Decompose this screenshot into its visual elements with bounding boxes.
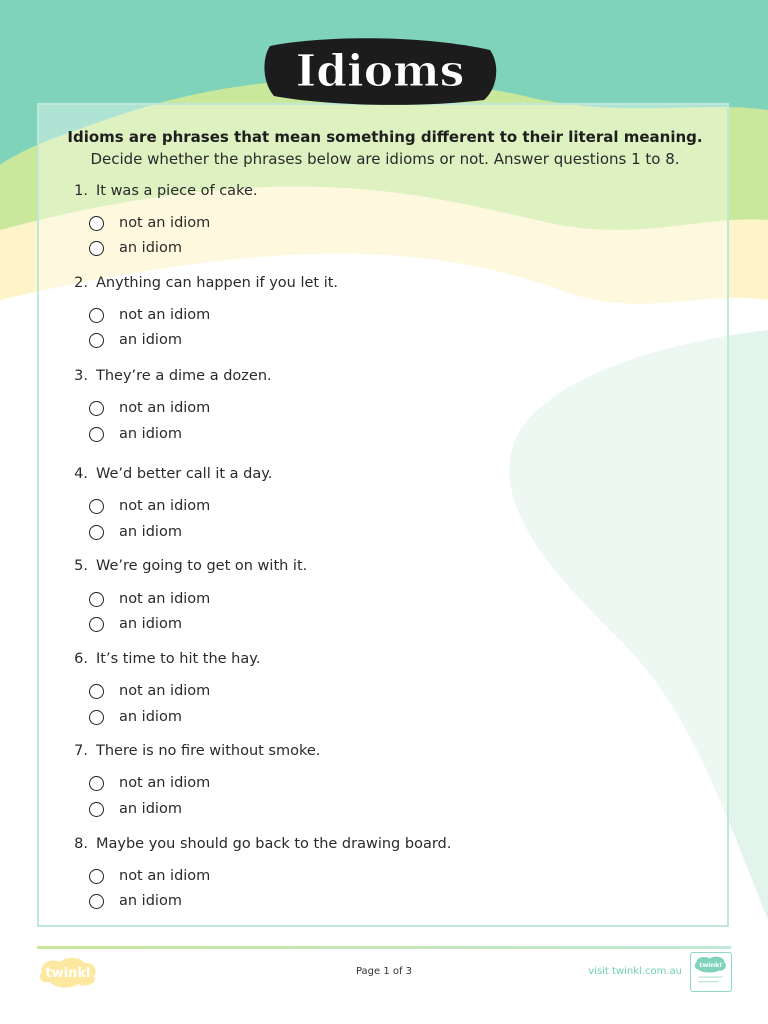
option-not-idiom-6[interactable]: not an idiom [89,683,210,699]
radio-button[interactable] [89,499,104,514]
radio-button[interactable] [89,333,104,348]
option-not-idiom-4[interactable]: not an idiom [89,498,210,514]
radio-button[interactable] [89,427,104,442]
question-5: 5. We’re going to get on with it. [74,558,308,574]
radio-button[interactable] [89,241,104,256]
radio-button[interactable] [89,710,104,725]
radio-button[interactable] [89,776,104,791]
option-idiom-3[interactable]: an idiom [89,426,182,442]
option-idiom-1[interactable]: an idiom [89,240,182,256]
intro-heading: Idioms are phrases that mean something different to their literal meaning. [67,128,703,146]
radio-button[interactable] [89,802,104,817]
radio-button[interactable] [89,617,104,632]
radio-button[interactable] [89,308,104,323]
worksheet-panel [37,103,729,927]
radio-button[interactable] [89,684,104,699]
question-3: 3. They’re a dime a dozen. [74,368,272,384]
option-not-idiom-7[interactable]: not an idiom [89,775,210,791]
option-not-idiom-3[interactable]: not an idiom [89,400,210,416]
option-not-idiom-1[interactable]: not an idiom [89,215,210,231]
intro-instructions: Decide whether the phrases below are idioms or not. Answer questions 1 to 8. [90,150,680,168]
question-1: 1. It was a piece of cake. [74,183,258,199]
question-6: 6. It’s time to hit the hay. [74,651,261,667]
option-idiom-5[interactable]: an idiom [89,616,182,632]
option-idiom-7[interactable]: an idiom [89,801,182,817]
twinkl-badge [690,952,732,992]
website-link[interactable]: visit twinkl.com.au [588,966,682,977]
option-idiom-6[interactable]: an idiom [89,709,182,725]
svg-text:twinkl: twinkl [699,960,722,969]
page-title [258,30,503,110]
option-not-idiom-2[interactable]: not an idiom [89,307,210,323]
radio-button[interactable] [89,894,104,909]
option-idiom-4[interactable]: an idiom [89,524,182,540]
svg-text:Idioms: Idioms [295,46,465,97]
page-number: Page 1 of 3 [355,966,413,977]
option-idiom-2[interactable]: an idiom [89,332,182,348]
svg-text:twinkl: twinkl [45,966,91,981]
option-idiom-8[interactable]: an idiom [89,893,182,909]
option-not-idiom-8[interactable]: not an idiom [89,868,210,884]
radio-button[interactable] [89,216,104,231]
option-not-idiom-5[interactable]: not an idiom [89,591,210,607]
footer-divider [37,946,731,949]
question-4: 4. We’d better call it a day. [74,466,273,482]
radio-button[interactable] [89,525,104,540]
question-2: 2. Anything can happen if you let it. [74,275,339,291]
question-7: 7. There is no fire without smoke. [74,743,321,759]
radio-button[interactable] [89,592,104,607]
radio-button[interactable] [89,401,104,416]
question-8: 8. Maybe you should go back to the drawing board. [74,836,452,852]
radio-button[interactable] [89,869,104,884]
